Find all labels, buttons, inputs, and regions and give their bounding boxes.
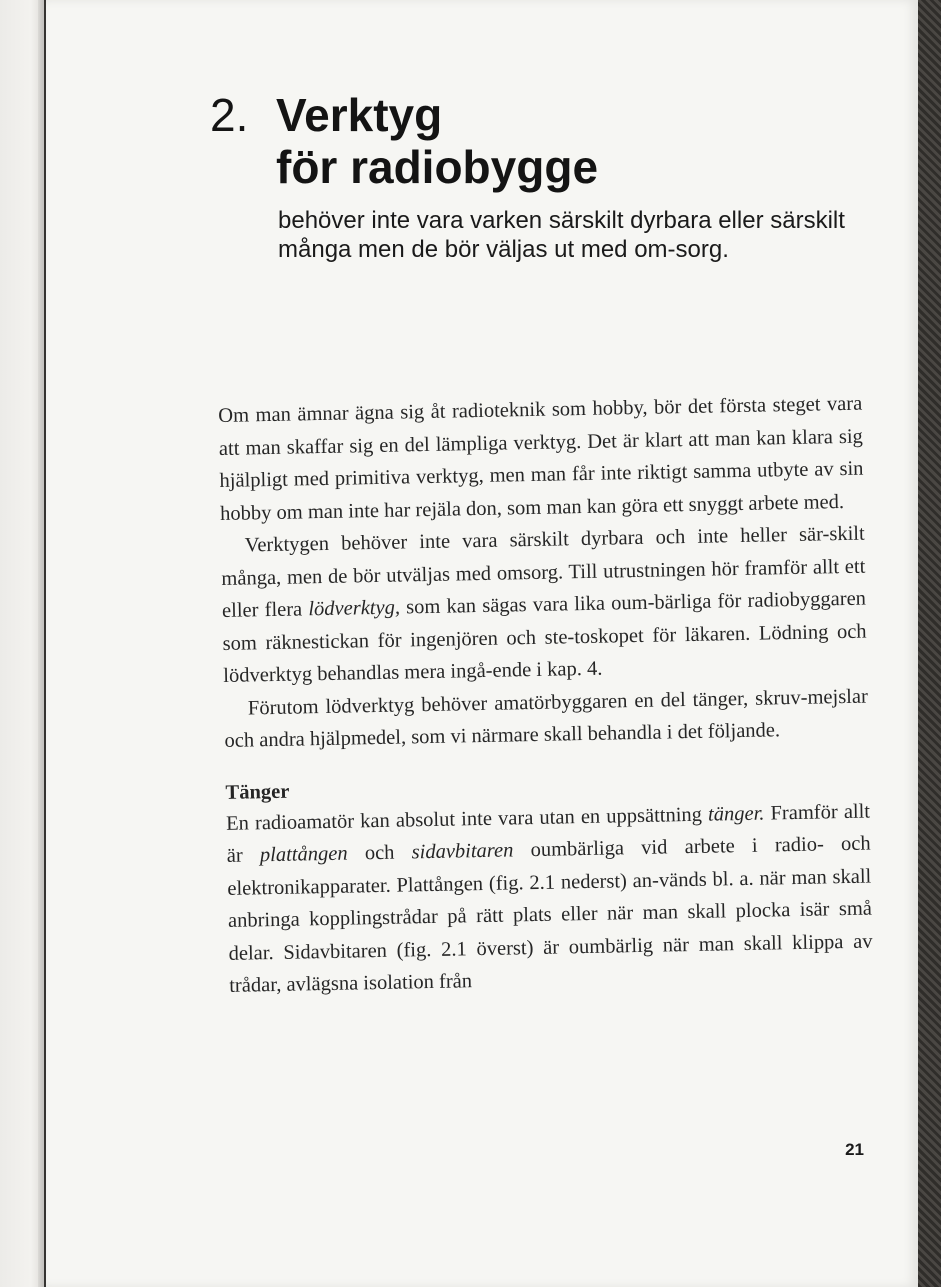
- section-heading-tanger: Tänger: [225, 780, 290, 804]
- emphasis-plattangen: plattången: [259, 842, 348, 867]
- emphasis-sidavbitaren: sidavbitaren: [411, 839, 514, 864]
- paragraph-2: Verktygen behöver inte vara särskilt dyrbara och inte heller sär-skilt många, men de bör utväljas med omsorg. Till utrustningen hör framför allt ett eller flera lödverktyg, som kan sägas vara lika oum-bärliga för radiobyggaren som räknestickan för ingenjören och ste-toskopet för läkaren. Lödning och lödverktyg behandlas mera ingå-ende i kap. 4.: [221, 522, 867, 687]
- chapter-intro: behöver inte vara varken särskilt dyrbara eller särskilt många men de bör väljas ut med om-sorg.: [278, 207, 845, 263]
- paragraph-3: Förutom lödverktyg behöver amatörbyggaren en del tänger, skruv-mejslar och andra hjälpmedel, som vi närmare skall behandla i det följande.: [224, 685, 869, 752]
- background-surface: [918, 0, 941, 1287]
- body-text: [218, 388, 873, 1003]
- chapter-number: 2.: [210, 89, 249, 141]
- paragraph-1: Om man ämnar ägna sig åt radioteknik som hobby, bör det första steget vara att man skaffar sig en del lämpliga verktyg. Det är klart att man kan klara sig hjälpligt med primitiva verktyg, men man får inte riktigt samma utbyte av sin hobby om man inte har rejäla don, som man kan göra ett snyggt arbete med.: [218, 392, 864, 525]
- emphasis-lodverktyg: lödverktyg,: [308, 596, 401, 621]
- paragraph-4: En radioamatör kan absolut inte vara utan en uppsättning tänger. Framför allt är plattången och sidavbitaren oumbärliga vid arbete i radio- och elektronikapparater. Plattången (fig. 2.1 nederst) an-vänds bl. a. när man skall anbringa kopplingstrådar på rätt plats eller när man skall plocka isär små delar. Sidavbitaren (fig. 2.1 överst) är oumbärlig när man skall klippa av trådar, avlägsna isolation från: [225, 800, 873, 997]
- page-number: 21: [845, 1140, 864, 1159]
- emphasis-tanger: tänger.: [707, 802, 765, 826]
- chapter-title-line-2: för radiobygge: [276, 141, 599, 193]
- chapter-title-line-1: Verktyg: [276, 89, 443, 141]
